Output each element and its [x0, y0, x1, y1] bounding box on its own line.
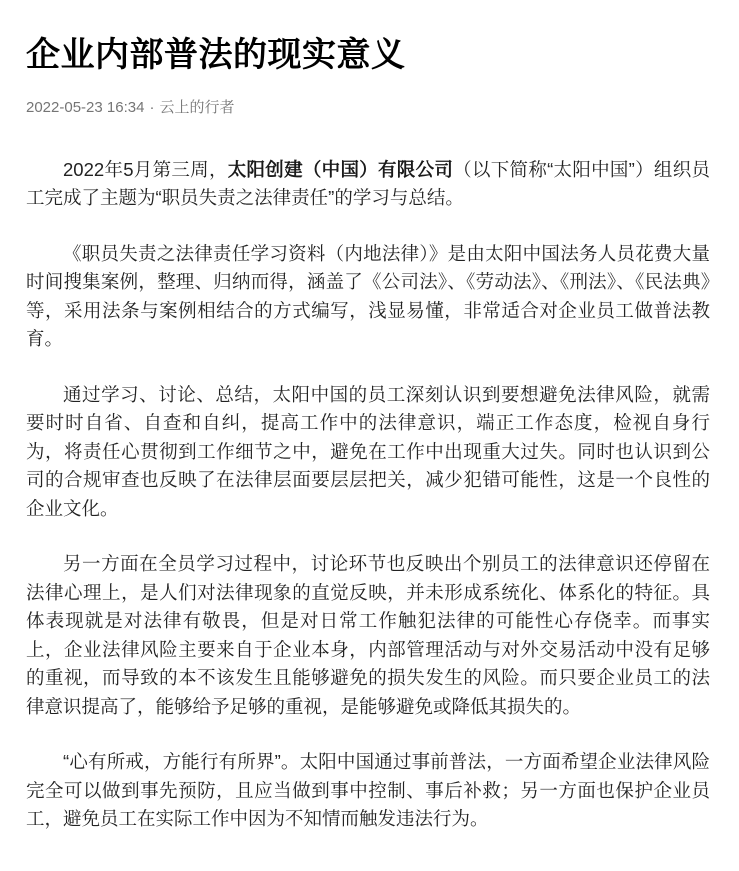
author-name: 云上的行者: [159, 98, 235, 116]
meta-separator: ·: [149, 98, 155, 116]
paragraph-1-lead: 2022年5月第三周，: [63, 158, 228, 180]
company-name-bold: 太阳创建（中国）有限公司: [227, 158, 454, 180]
article-meta: [26, 97, 710, 118]
paragraph-2: 《职员失责之法律责任学习资料（内地法律）》是由太阳中国法务人员花费大量时间搜集案例，整理、归纳而得，涵盖了《公司法》、《劳动法》、《刑法》、《民法典》等，采用法条与案例相结合的方式编写，浅显易懂，非常适合对企业员工做普法教育。: [26, 242, 710, 349]
paragraph-4: 另一方面在全员学习过程中，讨论环节也反映出个别员工的法律意识还停留在法律心理上，是人们对法律现象的直觉反映，并未形成系统化、体系化的特征。具体表现就是对法律有敬畏，但是对日常工作触犯法律的可能性心存侥幸。而事实上，企业法律风险主要来自于企业本身，内部管理活动与对外交易活动中没有足够的重视，而导致的本不该发生且能够避免的损失发生的风险。而只要企业员工的法律意识提高了，能够给予足够的重视，是能够避免或降低其损失的。: [26, 553, 710, 717]
publish-timestamp: 2022-05-23 16:34: [26, 98, 145, 116]
paragraph-3: 通过学习、讨论、总结，太阳中国的员工深刻认识到要想避免法律风险，就需要时时自省、自查和自纠，提高工作中的法律意识，端正工作态度，检视自身行为，将责任心贯彻到工作细节之中，避免在工作中出现重大过失。同时也认识到公司的合规审查也反映了在法律层面要层层把关，减少犯错可能性，这是一个良性的企业文化。: [26, 383, 710, 519]
paragraph-1-rest: （以下简称“太阳中国”）组织员工完成了主题为“职员失责之法律责任”的学习与总结。: [26, 158, 710, 208]
page-title: 企业内部普法的现实意义: [26, 36, 406, 74]
article-body: [26, 156, 710, 834]
paragraph-1: [26, 156, 710, 213]
paragraph-5: “心有所戒，方能行有所界”。太阳中国通过事前普法，一方面希望企业法律风险完全可以做到事先预防，且应当做到事中控制、事后补救；另一方面也保护企业员工，避免员工在实际工作中因为不知情而触发违法行为。: [26, 751, 710, 829]
